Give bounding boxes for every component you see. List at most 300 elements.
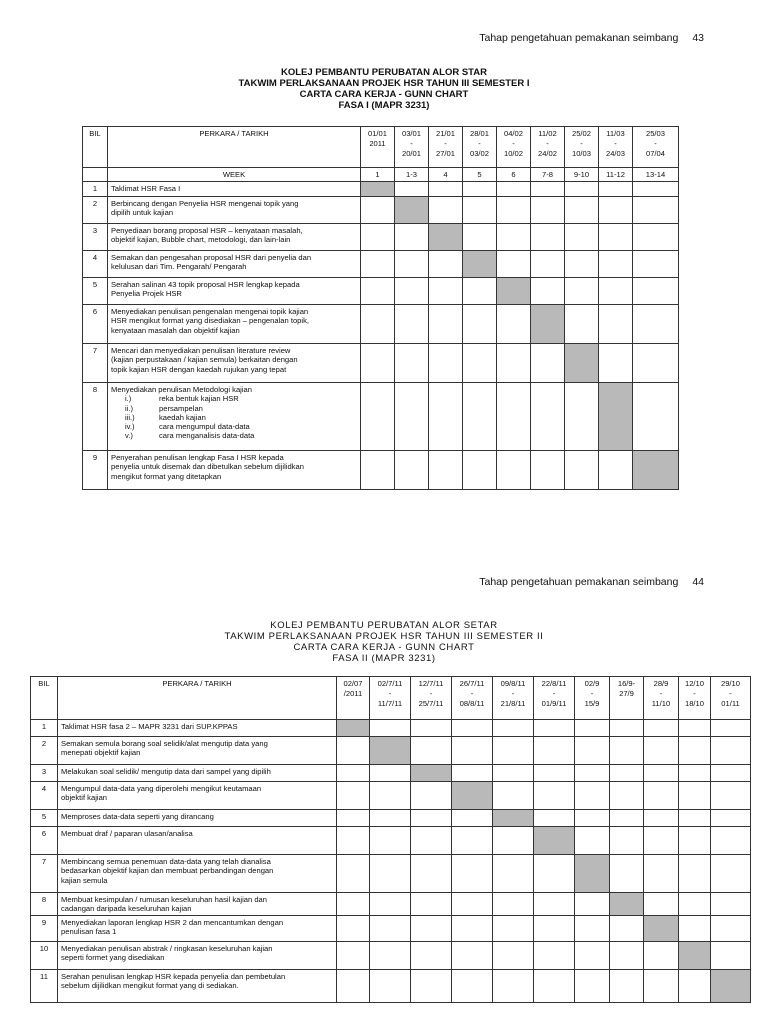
gantt-cell <box>610 855 644 893</box>
gantt-bar-cell <box>361 182 395 197</box>
gantt-cell <box>534 737 575 765</box>
gantt-bar-cell <box>599 383 633 451</box>
title-block-1 <box>0 67 768 111</box>
week-number: 1 <box>361 168 395 182</box>
date-line: 27/9 <box>619 689 634 698</box>
sub-item-numeral: ii.) <box>125 403 134 413</box>
row-number: 11 <box>31 969 58 1002</box>
week-number: 6 <box>497 168 531 182</box>
gantt-cell <box>497 224 531 251</box>
task-row <box>83 197 679 224</box>
title-block-2 <box>0 620 768 664</box>
gantt-cell <box>452 855 493 893</box>
gantt-cell <box>497 182 531 197</box>
gantt-cell <box>534 782 575 810</box>
gantt-cell <box>610 765 644 782</box>
date-line: - <box>590 689 594 698</box>
title-line: FASA II (MAPR 3231) <box>332 653 436 664</box>
gantt-cell <box>493 827 534 855</box>
task-row <box>31 782 751 810</box>
gantt-cell <box>337 810 370 827</box>
row-number: 6 <box>83 305 108 344</box>
task-line: Menyediakan penulisan abstrak / ringkasan keseluruhan kajian <box>61 943 273 953</box>
gantt-cell <box>575 827 610 855</box>
gantt-cell <box>395 344 429 383</box>
task-row <box>83 182 679 197</box>
row-number: 3 <box>83 224 108 251</box>
row-number: 7 <box>83 344 108 383</box>
gantt-cell <box>644 827 679 855</box>
gantt-cell <box>452 941 493 969</box>
gantt-cell <box>463 197 497 224</box>
gantt-cell <box>610 720 644 737</box>
date-line: 25/03 <box>645 129 665 138</box>
gantt-cell <box>644 782 679 810</box>
row-number: 9 <box>31 915 58 941</box>
gantt-cell <box>337 782 370 810</box>
date-header <box>370 677 411 720</box>
gantt-cell <box>534 720 575 737</box>
row-number: 1 <box>31 720 58 737</box>
date-line: 01/01 <box>367 129 387 138</box>
date-header <box>633 127 679 168</box>
task-line: Menyediakan laporan lengkap HSR 2 dan mencantumkan dengan <box>61 917 284 927</box>
gantt-cell <box>644 765 679 782</box>
task-row <box>83 344 679 383</box>
gantt-cell <box>395 383 429 451</box>
week-number: 9-10 <box>565 168 599 182</box>
gantt-cell <box>565 197 599 224</box>
gantt-cell <box>534 969 575 1002</box>
date-line: 08/8/11 <box>459 699 485 708</box>
title-line: CARTA CARA KERJA - GUNN CHART <box>299 89 469 100</box>
gantt-bar-cell <box>493 810 534 827</box>
date-header <box>497 127 531 168</box>
gantt-cell <box>633 278 679 305</box>
title-line: KOLEJ PEMBANTU PERUBATAN ALOR STAR <box>280 67 487 78</box>
row-number: 8 <box>31 893 58 916</box>
gantt-bar-cell <box>463 251 497 278</box>
date-line: 22/8/11 <box>541 679 567 688</box>
task-line: Membuat kesimpulan / rumusan keseluruhan hasil kajian dan <box>61 895 267 904</box>
gantt-cell <box>429 251 463 278</box>
date-line: 11/7/11 <box>377 699 403 708</box>
row-number: 6 <box>31 827 58 855</box>
col-header-perkara: PERKARA / TARIKH <box>108 127 361 168</box>
gantt-cell <box>429 451 463 490</box>
date-line: 26/7/11 <box>459 679 485 688</box>
task-line: seperti formet yang disediakan <box>61 952 165 962</box>
task-row <box>83 305 679 344</box>
date-header <box>531 127 565 168</box>
gantt-cell <box>565 251 599 278</box>
gantt-cell <box>711 765 751 782</box>
gantt-cell <box>370 765 411 782</box>
gantt-cell <box>463 182 497 197</box>
date-header <box>534 677 575 720</box>
gantt-cell <box>497 344 531 383</box>
sub-item <box>111 413 357 422</box>
task-line: topik kajian HSR dengan kaedah rujukan yang tepat <box>111 364 287 374</box>
date-line: 11/02 <box>538 129 557 138</box>
date-line: - <box>580 139 583 148</box>
date-line: - <box>410 139 413 148</box>
task-line: kenyataan masalah dan objektif kajian <box>111 325 240 335</box>
date-line: /2011 <box>343 689 363 698</box>
gantt-bar-cell <box>452 782 493 810</box>
gantt-cell <box>361 224 395 251</box>
task-line: Mencari dan menyediakan penulisan literature review <box>111 346 291 355</box>
gantt-cell <box>370 720 411 737</box>
gantt-cell <box>361 451 395 490</box>
gantt-cell <box>370 782 411 810</box>
task-line: Serahan penulisan lengkap HSR kepada penyelia dan pembetulan <box>61 971 286 981</box>
task-row <box>31 737 751 765</box>
gantt-cell <box>531 251 565 278</box>
gantt-cell <box>370 893 411 916</box>
date-line: - <box>429 689 433 698</box>
week-number: 4 <box>429 168 463 182</box>
gantt-cell <box>711 855 751 893</box>
gantt-cell <box>395 224 429 251</box>
gantt-cell <box>531 182 565 197</box>
gantt-cell <box>679 969 711 1002</box>
task-row <box>31 720 751 737</box>
gantt-cell <box>531 344 565 383</box>
task-description <box>58 827 337 855</box>
gantt-cell <box>633 344 679 383</box>
gantt-cell <box>429 344 463 383</box>
date-line: 28/9 <box>653 679 669 688</box>
date-line: - <box>478 139 481 148</box>
gantt-cell <box>633 305 679 344</box>
date-line: 24/02 <box>537 149 557 158</box>
gantt-bar-cell <box>633 451 679 490</box>
gantt-bar-cell <box>575 855 610 893</box>
gantt-cell <box>361 383 395 451</box>
task-line: Melakukan soal selidik/ mengutip data dari sampel yang dipilih <box>61 767 271 776</box>
task-description <box>58 941 337 969</box>
gantt-cell <box>361 278 395 305</box>
date-line: 10/02 <box>503 149 523 158</box>
gantt-cell <box>599 251 633 278</box>
gantt-bar-cell <box>497 278 531 305</box>
gantt-cell <box>411 782 452 810</box>
task-line: Penyerahan penulisan lengkap Fasa I HSR kepada <box>111 453 284 462</box>
gantt-cell <box>610 915 644 941</box>
sub-item-text: reka bentuk kajian HSR <box>159 394 239 404</box>
task-line: objektif kajian, Bubble chart, metodologi, dan lain-lain <box>111 235 291 245</box>
gantt-cell <box>493 893 534 916</box>
gantt-cell <box>610 782 644 810</box>
gantt-cell <box>497 451 531 490</box>
date-line: 28/01 <box>469 129 489 138</box>
gantt-cell <box>599 197 633 224</box>
title-line: FASA I (MAPR 3231) <box>338 100 430 111</box>
gantt-cell <box>493 737 534 765</box>
gantt-cell <box>493 969 534 1002</box>
gantt-bar-cell <box>429 224 463 251</box>
page-header-2 <box>479 576 704 588</box>
task-line: Membincang semua penemuan data-data yang telah dianalisa <box>61 857 271 866</box>
gantt-cell <box>610 941 644 969</box>
gantt-cell <box>411 969 452 1002</box>
gantt-cell <box>411 827 452 855</box>
task-description <box>58 737 337 765</box>
gantt-cell <box>395 305 429 344</box>
gantt-cell <box>644 893 679 916</box>
gantt-cell <box>565 305 599 344</box>
task-line: (kajian perpustakaan / kajian semula) berkaitan dengan <box>111 355 298 365</box>
gantt-cell <box>452 893 493 916</box>
date-header <box>644 677 679 720</box>
row-number: 5 <box>31 810 58 827</box>
sub-item-text: persampelan <box>159 403 203 413</box>
date-header <box>610 677 644 720</box>
date-line: 16/9- <box>617 679 636 688</box>
gantt-cell <box>679 915 711 941</box>
gantt-cell <box>711 720 751 737</box>
gantt-cell <box>411 737 452 765</box>
gantt-cell <box>531 197 565 224</box>
task-description <box>58 855 337 893</box>
date-line: 25/02 <box>571 129 591 138</box>
col-header-bil: BIL <box>83 127 108 168</box>
task-line: cadangan daripada keseluruhan kajian <box>61 904 192 914</box>
row-number: 3 <box>31 765 58 782</box>
date-line: 21/8/11 <box>500 699 526 708</box>
page-number: 43 <box>692 32 704 44</box>
gantt-cell <box>452 810 493 827</box>
gantt-cell <box>337 737 370 765</box>
date-line: 2011 <box>369 139 386 148</box>
gantt-cell <box>534 893 575 916</box>
date-line: 29/10 <box>720 679 740 688</box>
gantt-cell <box>531 451 565 490</box>
gantt-cell <box>679 737 711 765</box>
task-description <box>108 383 361 451</box>
task-description <box>58 969 337 1002</box>
gantt-cell <box>493 765 534 782</box>
task-description <box>108 224 361 251</box>
gantt-bar-cell <box>395 197 429 224</box>
gantt-cell <box>497 383 531 451</box>
task-row <box>31 941 751 969</box>
gantt-cell <box>497 251 531 278</box>
gantt-cell <box>610 969 644 1002</box>
gantt-bar-cell <box>534 827 575 855</box>
gantt-cell <box>452 827 493 855</box>
gantt-cell <box>497 197 531 224</box>
date-line: - <box>512 139 515 148</box>
task-row <box>31 893 751 916</box>
gantt-cell <box>599 278 633 305</box>
gantt-cell <box>610 810 644 827</box>
gantt-cell <box>575 737 610 765</box>
gantt-cell <box>395 451 429 490</box>
gantt-cell <box>370 827 411 855</box>
gantt-cell <box>575 810 610 827</box>
date-line: - <box>659 689 663 698</box>
gantt-cell <box>633 182 679 197</box>
task-row <box>83 278 679 305</box>
task-line: penyelia untuk disemak dan dibetulkan sebelum dijilidkan <box>111 462 304 472</box>
gantt-cell <box>644 969 679 1002</box>
date-line: 21/01 <box>435 129 455 138</box>
gantt-cell <box>633 224 679 251</box>
gantt-cell <box>452 969 493 1002</box>
task-row <box>83 451 679 490</box>
task-line: Semakan dan pengesahan proposal HSR dari penyelia dan <box>111 253 312 262</box>
gantt-cell <box>463 278 497 305</box>
gantt-cell <box>497 305 531 344</box>
task-row <box>31 855 751 893</box>
row-number: 8 <box>83 383 108 451</box>
gantt-bar-cell <box>565 344 599 383</box>
sub-item-numeral: iii.) <box>125 412 135 422</box>
gantt-cell <box>534 765 575 782</box>
task-row <box>31 969 751 1002</box>
gantt-cell <box>370 915 411 941</box>
gantt-cell <box>337 915 370 941</box>
gantt-cell <box>711 782 751 810</box>
task-line: kelulusan dari Tim. Pengarah/ Pengarah <box>111 262 247 272</box>
task-line: Menyediakan penulisan pengenalan mengenai topik kajian <box>111 307 309 316</box>
row-number: 10 <box>31 941 58 969</box>
task-line: kajian semula <box>61 875 108 885</box>
date-line: 02/9 <box>584 679 600 688</box>
date-line: - <box>654 139 657 148</box>
gantt-cell <box>575 915 610 941</box>
sub-item-text: cara menganalisis data-data <box>159 431 255 441</box>
col-header-perkara: PERKARA / TARIKH <box>58 677 337 720</box>
gantt-cell <box>395 182 429 197</box>
gantt-cell <box>337 855 370 893</box>
task-line: penulisan fasa 1 <box>61 926 117 936</box>
gantt-cell <box>599 451 633 490</box>
gantt-cell <box>679 855 711 893</box>
date-line: 01/11 <box>721 699 740 708</box>
page-header-1 <box>479 32 704 44</box>
date-line: 27/01 <box>435 149 455 158</box>
task-description <box>58 765 337 782</box>
gantt-cell <box>370 969 411 1002</box>
gantt-cell <box>493 915 534 941</box>
gantt-cell <box>411 720 452 737</box>
week-label: WEEK <box>108 168 361 182</box>
task-description <box>58 782 337 810</box>
gantt-cell <box>493 782 534 810</box>
title-line: KOLEJ PEMBANTU PERUBATAN ALOR SETAR <box>270 620 498 631</box>
date-header <box>575 677 610 720</box>
gantt-cell <box>337 765 370 782</box>
gantt-cell <box>493 941 534 969</box>
date-line: 11/10 <box>651 699 671 708</box>
gantt-cell <box>534 855 575 893</box>
date-line: - <box>552 689 556 698</box>
task-row <box>31 827 751 855</box>
row-number: 1 <box>83 182 108 197</box>
page-number: 44 <box>692 576 704 588</box>
gantt-cell <box>361 344 395 383</box>
row-number: 7 <box>31 855 58 893</box>
gantt-cell <box>534 915 575 941</box>
task-row <box>83 251 679 278</box>
date-header <box>452 677 493 720</box>
date-header <box>361 127 395 168</box>
task-line: bedasarkan objektif kajian dan membuat perbandingan dengan <box>61 866 274 876</box>
date-line: - <box>693 689 696 698</box>
gantt-cell <box>411 893 452 916</box>
date-header <box>565 127 599 168</box>
gantt-cell <box>531 383 565 451</box>
gantt-cell <box>679 893 711 916</box>
gantt-cell <box>411 855 452 893</box>
gantt-bar-cell <box>644 915 679 941</box>
date-line: - <box>546 139 549 148</box>
row-number: 9 <box>83 451 108 490</box>
task-description <box>108 344 361 383</box>
task-line: objektif kajian <box>61 793 108 803</box>
week-blank <box>83 168 108 182</box>
gantt-cell <box>599 305 633 344</box>
gantt-cell <box>429 305 463 344</box>
title-line: TAKWIM PERLAKSANAAN PROJEK HSR TAHUN III SEMESTER II <box>224 631 544 642</box>
sub-item-numeral: i.) <box>125 394 132 404</box>
gantt-cell <box>711 810 751 827</box>
task-row <box>31 765 751 782</box>
week-number: 11-12 <box>599 168 633 182</box>
date-line: 02/7/11 <box>377 679 403 688</box>
gantt-cell <box>411 941 452 969</box>
date-line: - <box>729 689 732 698</box>
header-text: Tahap pengetahuan pemakanan seimbang <box>479 576 679 588</box>
gantt-cell <box>633 197 679 224</box>
date-line: 20/01 <box>401 149 421 158</box>
gantt-cell <box>633 251 679 278</box>
gantt-cell <box>575 720 610 737</box>
date-line: - <box>444 139 447 148</box>
gantt-cell <box>679 720 711 737</box>
week-number: 5 <box>463 168 497 182</box>
task-line: dipilih untuk kajian <box>111 208 174 218</box>
gantt-cell <box>452 765 493 782</box>
gantt-cell <box>493 720 534 737</box>
date-line: 03/01 <box>401 129 421 138</box>
gantt-cell <box>370 810 411 827</box>
task-row <box>31 915 751 941</box>
col-header-bil: BIL <box>31 677 58 720</box>
gantt-cell <box>429 197 463 224</box>
gantt-cell <box>395 251 429 278</box>
gantt-cell <box>599 344 633 383</box>
date-line: 02/07 <box>343 679 363 688</box>
gantt-bar-cell <box>370 737 411 765</box>
task-line: Semakan semula borang soal selidik/alat mengutip data yang <box>61 739 268 748</box>
row-number: 4 <box>83 251 108 278</box>
task-line: Penyelia Projek HSR <box>111 289 182 299</box>
sub-item-text: kaedah kajian <box>159 412 206 422</box>
gantt-cell <box>565 451 599 490</box>
gantt-cell <box>429 182 463 197</box>
task-description <box>58 893 337 916</box>
title-line: CARTA CARA KERJA - GUNN CHART <box>293 642 475 653</box>
sub-item <box>111 422 357 431</box>
task-description <box>108 197 361 224</box>
gantt-cell <box>463 224 497 251</box>
gantt-bar-cell <box>679 941 711 969</box>
sub-item <box>111 404 357 413</box>
